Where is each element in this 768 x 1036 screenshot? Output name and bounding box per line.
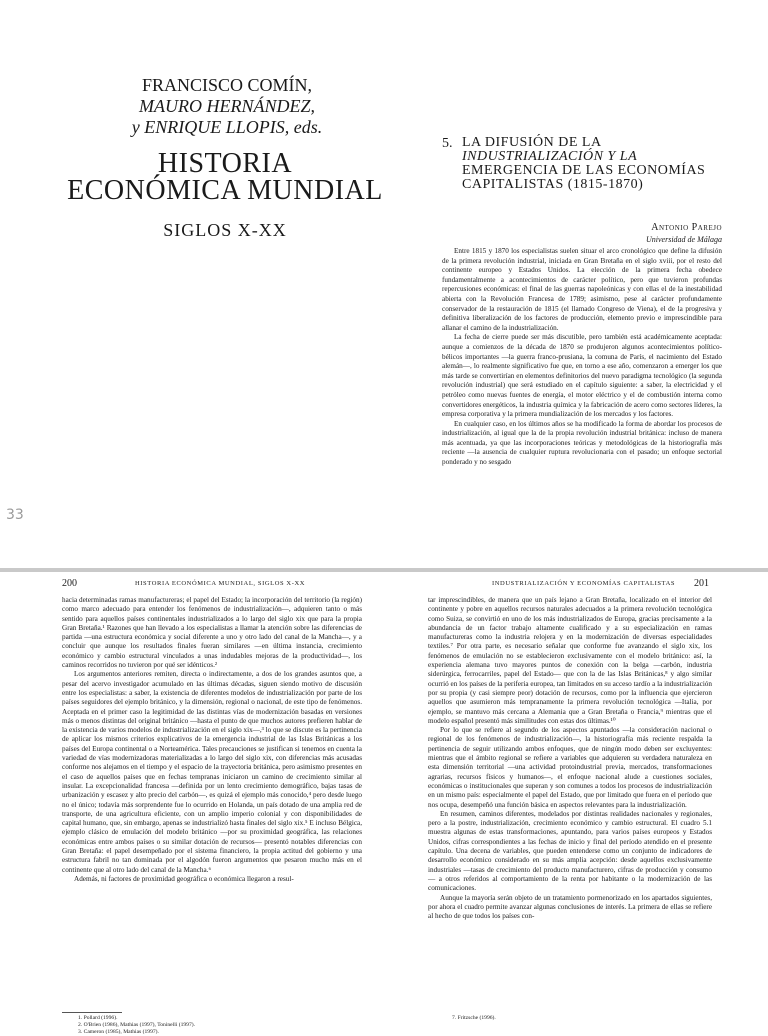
handwritten-margin-note: 33 [6,507,24,523]
book-authors [112,75,342,138]
author-line: MAURO HERNÁNDEZ, [139,96,315,116]
paragraph: En resumen, caminos diferentes, modelados por distintas realidades nacionales y regionales, pero a la postre, industrialización, crecimiento económico y cambio estructural. El cuadro 5.1 muestra algunas de estas transformaciones, apuntando, para varios países europeos y Estados Unidos, cifras correspondientes a las fechas de inicio y final del período atendido en el presente capítulo. Una decena de variables, que pueden entenderse como un conjunto de indicadores de desarrollo económico considerado en su más amplia acepción: desde aquellos exclusivamente industriales —tasas de crecimiento del producto manufacturero, cifras de producción y consumo— a otros referidos al comportamiento de la renta por habitante o la modernización de las comunicaciones. [428,809,712,893]
chapter-title-line: LA DIFUSIÓN DE LA [462,135,602,150]
paragraph: Entre 1815 y 1870 los especialistas suelen situar el arco cronológico que define la difusión de la primera revolución industrial, iniciada en Gran Bretaña en el siglo xviii, por el resto del continente europeo y Estados Unidos. La elección de la primera fecha obedece fundamentalmente a acontecimientos de carácter político, pero que tuvieron profundas repercusiones económicas: el final de las guerras napoleónicas y con ellas el de la inestabilidad abierta con la Revolución Francesa de 1789; asimismo, pese al carácter profundamente conservador de la restauración de 1815 (el llamado Congreso de Viena), el de la progresiva y definitiva liberalización de los factores de producción, elemento previo e imprescindible para allanar el camino de la industrialización. [442,247,722,332]
chapter-title-line: CAPITALISTAS (1815-1870) [462,177,644,192]
chapter-intro-text [442,247,722,468]
paragraph: En cualquier caso, en los últimos años se ha modificado la forma de abordar los procesos de industrialización, al igual que la de la propia revolución industrial británica: incluso de manera más acentuada, ya que las incorporaciones teóricas y metodológicas de la historiografía más reciente —la ausencia de cualquier ruptura revolucionaria con el pasado; un enfoque sectorial ponderado y no sesgado [442,419,722,467]
chapter-title-line: INDUSTRIALIZACIÓN Y LA [462,149,638,164]
author-line: y ENRIQUE LLOPIS, eds. [131,117,323,137]
footnote: 3. Cameron (1985), Mathias (1997). [78,1029,159,1035]
paragraph: Por lo que se refiere al segundo de los aspectos apuntados —la consideración nacional o regional de los fenómenos de industrialización—, la historiografía más reciente respalda la pertinencia de seguir utilizando ambos enfoques, que de ningún modo deben ser excluyentes: mientras que el ámbito regional se refiere a variables que adquieren su verdadera naturaleza en esta dimensión territorial —una actividad protoindustrial previa, mercados, transformaciones agrarias, recursos físicos y humanos—, el enfoque nacional alude a cuestiones sociales, económicas o institucionales que superan y son comunes a todos los procesos de industrialización en un mismo país: especialmente el papel del Estado, que por limitado que fuera en el período que nos ocupa, desempeñó una función básica en aspectos relevantes para la industrialización. [428,726,712,809]
chapter-affiliation: Universidad de Málaga [646,235,722,244]
running-head-right: INDUSTRIALIZACIÓN Y ECONOMÍAS CAPITALISTAS [492,580,676,587]
book-title-line: HISTORIA [157,148,293,179]
footnotes-left [78,1015,278,1036]
footnote-right: 7. Fritzsche (1996). [452,1015,496,1021]
paragraph: Los argumentos anteriores remiten, directa o indirectamente, a dos de los grandes asuntos que, a pesar del acervo investigador acumulado en las últimas décadas, siguen siendo motivo de discusión entre los especialistas: a saber, la existencia de diferentes modelos de industrialización por parte de los países seguidores del ejemplo británico, y la dimensión, regional o nacional, de este tipo de fenómenos. Aceptada en el primer caso la legitimidad de las distintas vías de modernización basadas en versiones más o menos distintas del original británico —hasta el punto de que muchos autores prefieren hablar de la existencia de varios modelos de industrialización en el siglo xix—,³ lo que se discute es la pertinencia de aplicar los mismos criterios explicativos de la emergencia industrial de las Islas Británicas a los países del Europa continental o a Norteamérica. Tales precauciones se justifican si tenemos en cuenta la variedad de vías modernizadoras materializadas a lo largo del siglo xix, con diferencias más acusadas conforme nos alejamos en el tiempo y el espacio de la trayectoria británica, pero asimismo presentes en el caso de aquellos países que en fechas tempranas iniciaron un camino de crecimiento similar al insular. La excepcionalidad francesa —definida por un lento crecimiento demográfico, bajas tasas de urbanización y escasez y alto precio del carbón—, es quizá el ejemplo más conocido,⁴ pero desde luego no el único; todavía más sorprendente fue lo ocurrido en Holanda, un país dotado de una amplia red de transporte, de una agricultura eficiente, con un amplio imperio colonial y con disponibilidades de capital humano, que, sin embargo, apenas se industrializó hasta finales del siglo xix.⁵ E incluso Bélgica, ejemplo clásico de emulación del modelo británico —por su proximidad geográfica, las relaciones económicas entre ambos países o su similar dotación de recursos— presentó notables diferencias con Gran Bretaña: el papel desempeñado por el sistema financiero, la propia actitud del gobierno y una estructura fabril no tan dominada por el algodón fueron argumentos que pesaron mucho más en el continente que al otro lado del canal de la Mancha.⁶ [62,670,362,874]
footnote-rule [62,1012,122,1013]
left-page-text [62,596,362,884]
paragraph: La fecha de cierre puede ser más discutible, pero también está académicamente aceptada: aunque a comienzos de la década de 1870 se produjeron algunos acontecimientos político-bélicos importantes —la guerra franco-prusiana, la comuna de París, el nacimiento del Estado alemán—, lo realmente significativo fue que, en torno a ese año, comenzaron a emerger los que más tarde se convertirían en elementos definitorios del nuevo paradigma tecnológico (la segunda revolución industrial) que será estudiado en el capítulo siguiente: a saber, la electricidad y el petróleo como nuevas fuentes de energía, el motor eléctrico y el de combustión interna como convertidores energéticos, la industria química y la fabricación de acero como sectores líderes, la empresa corporativa y la primera mundialización de los mercados y los factores. [442,333,722,419]
chapter-title [462,136,712,192]
footnote: 2. O'Brien (1986), Mathias (1997), Toninelli (1997). [78,1022,196,1028]
chapter-author: Antonio Parejo [651,222,722,233]
chapter-number: 5. [442,136,453,151]
chapter-title-line: EMERGENCIA DE LAS ECONOMÍAS [462,163,706,178]
paragraph: Además, ni factores de proximidad geográfica o económica llegaron a resul- [74,874,294,883]
paragraph: Aunque la mayoría serán objeto de un tratamiento pormenorizado en los apartados siguientes, por ahora el cuadro permite avanzar algunas conclusiones de interés. La primera de ellas se refiere al hecho de que todos los países con- [428,893,712,921]
paragraph: hacia determinadas ramas manufactureras; el papel del Estado; la incorporación del territorio (la región) como marco adecuado para entender los fenómenos de industrialización—, adquieren tanto o más sentido para aquellos países continentales industrializados a lo largo del siglo xix que para la propia Gran Bretaña.¹ Razones que han llevado a los especialistas a llamar la atención sobre las diferencias de partida —una estructura económica y social diferente a uno y otro lado del canal de la Mancha—, y a concluir que aunque los resultados finales fueran similares —en última instancia, crecimiento económico y cambio estructural vinculados a unas indudables mejoras de la productividad—, los caminos recorridos no tuvieron por qué ser idénticos.² [62,596,362,670]
book-subtitle: SIGLOS X-XX [163,220,287,240]
page-number-right: 201 [694,578,709,589]
book-title [60,150,390,204]
right-page-text [428,596,712,921]
page-number-left: 200 [62,578,77,589]
book-title-line: ECONÓMICA MUNDIAL [67,175,383,206]
page-divider [0,568,768,572]
author-line: FRANCISCO COMÍN, [141,75,313,95]
running-head-left: HISTORIA ECONÓMICA MUNDIAL, SIGLOS X-XX [135,580,306,587]
footnote: 1. Pollard (1996). [78,1015,118,1021]
paragraph: tar imprescindibles, de manera que un país lejano a Gran Bretaña, localizado en el interior del continente y pobre en aquellos recursos naturales adecuados a la primera revolución tecnológica como Suiza, se convirtió en uno de los más industrializados de Europa, gracias precisamente a la abundancia de un factor trabajo altamente cualificado y a su especialización en ramas manufactureras como la industria relojera y en la modernización de diversas especialidades textiles.⁷ Por otra parte, es necesario señalar que conforme fue avanzando el siglo xix, los fenómenos de emulación no se establecieron exclusivamente con el modelo británico: así, la experiencia alemana tuvo mayores puntos de conexión con la belga —carbón, industria siderúrgica, ferrocarriles, papel del Estado— que con la de las Islas Británicas,⁸ y algo similar ocurrió en los países de la periferia europea, tan limitados en su acceso tardío a la industrialización por su propia (y casi siempre peor) dotación de recursos, como por la influencia que ejercieron aquellos que asumieron más tempranamente la primera revolución tecnológica —Italia, por ejemplo, se mantuvo más cercana a Alemania que a Gran Bretaña o Francia,⁹ mientras que el modelo español presentó más similitudes con estas dos últimas.¹⁰ [428,596,712,725]
